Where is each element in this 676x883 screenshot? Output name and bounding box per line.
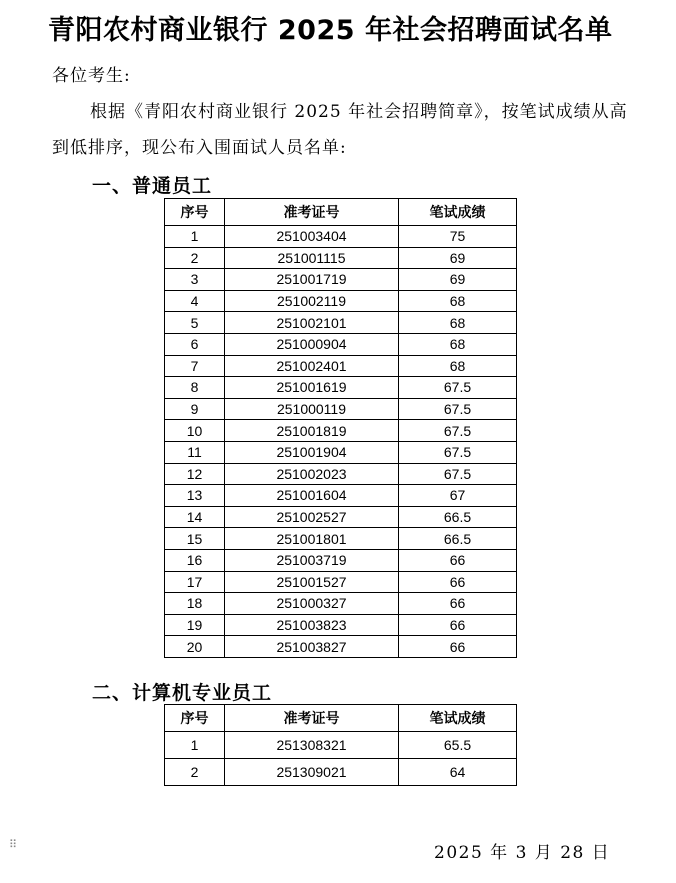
column-header-number: 序号 [165, 705, 225, 732]
cell-number: 19 [165, 614, 225, 636]
table-row [165, 593, 517, 615]
table-row [165, 614, 517, 636]
table-row [165, 463, 517, 485]
cell-number: 18 [165, 593, 225, 615]
cell-number: 14 [165, 506, 225, 528]
section-heading-computer-staff: 二、计算机专业员工 [92, 682, 273, 704]
table-row [165, 226, 517, 248]
cell-exam-id: 251000904 [225, 333, 399, 355]
cell-number: 20 [165, 636, 225, 658]
cell-score: 65.5 [399, 732, 517, 759]
cell-exam-id: 251002023 [225, 463, 399, 485]
cell-exam-id: 251001801 [225, 528, 399, 550]
cell-score: 67.5 [399, 398, 517, 420]
cell-score: 67.5 [399, 377, 517, 399]
cell-exam-id: 251309021 [225, 759, 399, 786]
cell-number: 10 [165, 420, 225, 442]
cell-exam-id: 251001604 [225, 485, 399, 507]
cell-number: 6 [165, 333, 225, 355]
cell-score: 66 [399, 593, 517, 615]
column-header-score: 笔试成绩 [399, 199, 517, 226]
table-row [165, 485, 517, 507]
section-heading-general-staff: 一、普通员工 [92, 175, 213, 197]
cell-exam-id: 251000327 [225, 593, 399, 615]
cell-number: 12 [165, 463, 225, 485]
cell-score: 69 [399, 269, 517, 291]
cell-exam-id: 251001904 [225, 441, 399, 463]
computer-staff-table [164, 704, 517, 786]
cell-number: 9 [165, 398, 225, 420]
column-header-score: 笔试成绩 [399, 705, 517, 732]
table-row [165, 290, 517, 312]
cell-score: 68 [399, 290, 517, 312]
cell-score: 67.5 [399, 441, 517, 463]
cell-score: 67.5 [399, 463, 517, 485]
cell-number: 11 [165, 441, 225, 463]
cell-number: 2 [165, 247, 225, 269]
cell-score: 68 [399, 312, 517, 334]
table-row [165, 247, 517, 269]
table-row [165, 549, 517, 571]
cell-number: 15 [165, 528, 225, 550]
cell-exam-id: 251001527 [225, 571, 399, 593]
cell-score: 68 [399, 355, 517, 377]
intro-paragraph: 根据《青阳农村商业银行 2025 年社会招聘简章》，按笔试成绩从高到低排序，现公布入围面试人员名单: [52, 102, 628, 158]
cell-number: 3 [165, 269, 225, 291]
table-row [165, 420, 517, 442]
table-header-row [165, 199, 517, 226]
cell-exam-id: 251001719 [225, 269, 399, 291]
table-row [165, 377, 517, 399]
table-row [165, 441, 517, 463]
cell-score: 67 [399, 485, 517, 507]
cell-number: 1 [165, 732, 225, 759]
cell-score: 75 [399, 226, 517, 248]
table-row [165, 528, 517, 550]
column-header-exam-id: 准考证号 [225, 199, 399, 226]
table-row [165, 333, 517, 355]
cell-number: 2 [165, 759, 225, 786]
cell-exam-id: 251001115 [225, 247, 399, 269]
cell-exam-id: 251003719 [225, 549, 399, 571]
cell-number: 7 [165, 355, 225, 377]
cell-exam-id: 251001819 [225, 420, 399, 442]
table-row [165, 636, 517, 658]
table-row [165, 355, 517, 377]
cell-number: 1 [165, 226, 225, 248]
cell-exam-id: 251002527 [225, 506, 399, 528]
cell-score: 66 [399, 636, 517, 658]
cell-score: 69 [399, 247, 517, 269]
table-row [165, 759, 517, 786]
general-staff-table [164, 198, 517, 658]
cell-exam-id: 251003823 [225, 614, 399, 636]
cell-number: 16 [165, 549, 225, 571]
cell-number: 8 [165, 377, 225, 399]
cell-score: 66.5 [399, 506, 517, 528]
cell-exam-id: 251002401 [225, 355, 399, 377]
cell-exam-id: 251308321 [225, 732, 399, 759]
table-row [165, 571, 517, 593]
publish-date: 2025 年 3 月 28 日 [434, 843, 611, 863]
cell-exam-id: 251001619 [225, 377, 399, 399]
table-header-row [165, 705, 517, 732]
cell-number: 4 [165, 290, 225, 312]
table-row [165, 398, 517, 420]
cell-exam-id: 251003827 [225, 636, 399, 658]
cell-score: 66 [399, 549, 517, 571]
cell-score: 66 [399, 571, 517, 593]
cell-exam-id: 251003404 [225, 226, 399, 248]
cell-exam-id: 251002101 [225, 312, 399, 334]
cell-number: 5 [165, 312, 225, 334]
cell-score: 66.5 [399, 528, 517, 550]
salutation: 各位考生: [52, 66, 131, 86]
column-header-number: 序号 [165, 199, 225, 226]
cell-score: 66 [399, 614, 517, 636]
table-row [165, 269, 517, 291]
cell-score: 64 [399, 759, 517, 786]
column-header-exam-id: 准考证号 [225, 705, 399, 732]
cell-number: 13 [165, 485, 225, 507]
cell-exam-id: 251000119 [225, 398, 399, 420]
cell-score: 67.5 [399, 420, 517, 442]
table-row [165, 506, 517, 528]
table-row [165, 312, 517, 334]
table-row [165, 732, 517, 759]
cell-exam-id: 251002119 [225, 290, 399, 312]
cell-number: 17 [165, 571, 225, 593]
cell-score: 68 [399, 333, 517, 355]
drag-handle-icon[interactable]: ⠿ [9, 838, 18, 851]
page-title: 青阳农村商业银行 2025 年社会招聘面试名单 [48, 15, 613, 46]
